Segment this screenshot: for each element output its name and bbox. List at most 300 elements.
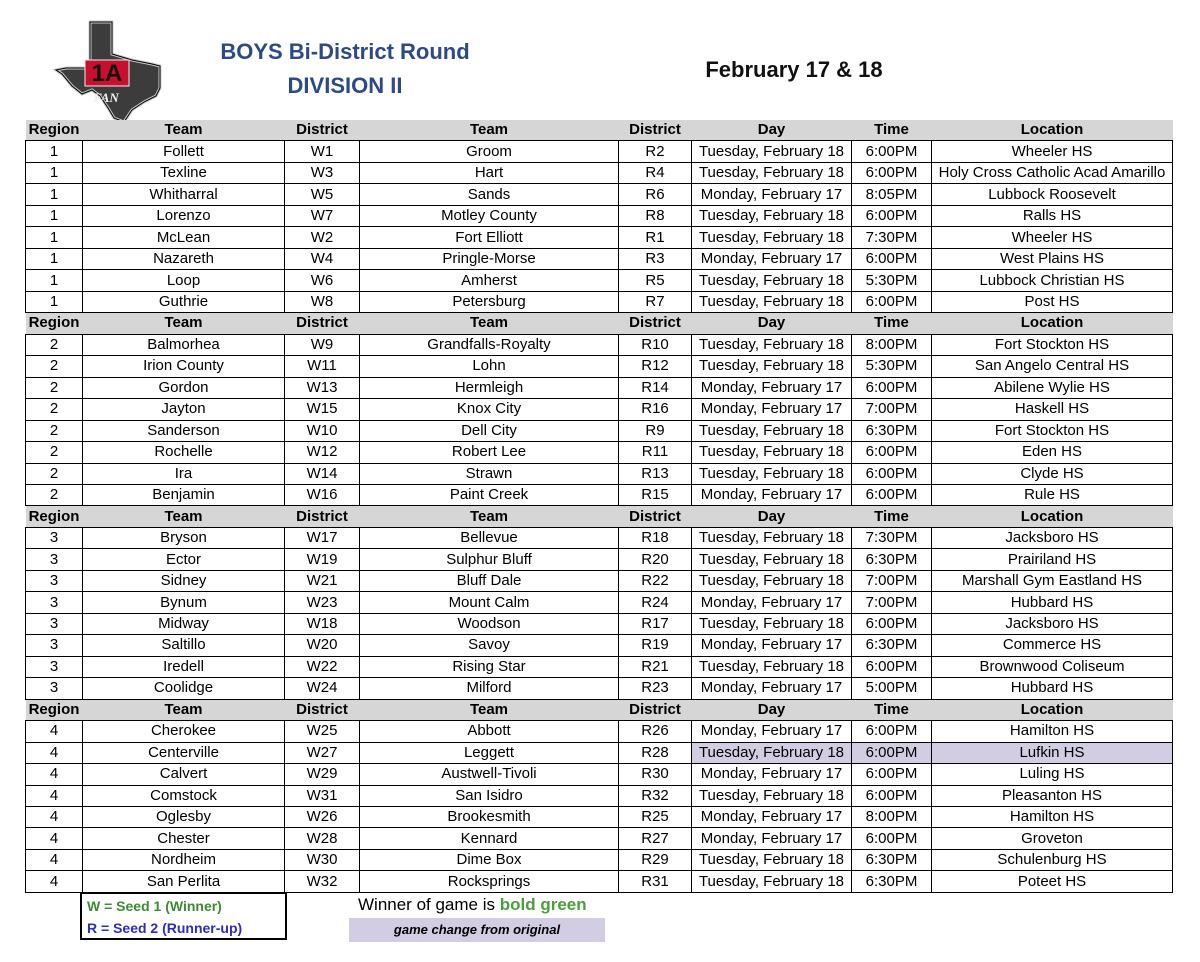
cell-district-a: W28 — [285, 828, 360, 849]
cell-region: 3 — [26, 549, 83, 570]
cell-location: Prairiland HS — [932, 549, 1173, 570]
cell-team-a: McLean — [83, 227, 285, 248]
column-header-district-a: District — [285, 699, 360, 720]
cell-region: 1 — [26, 205, 83, 226]
cell-team-a: Guthrie — [83, 291, 285, 312]
region-header-row — [26, 699, 1173, 720]
logo-sub-text: FAN — [93, 90, 119, 105]
cell-district-a: W2 — [285, 227, 360, 248]
cell-location: Groveton — [932, 828, 1173, 849]
cell-district-b: R11 — [619, 442, 692, 463]
column-header-location: Location — [932, 506, 1173, 527]
column-header-team-b: Team — [360, 313, 619, 334]
column-header-day: Day — [692, 313, 852, 334]
table-row — [26, 291, 1173, 312]
column-header-time: Time — [852, 506, 932, 527]
cell-district-b: R4 — [619, 162, 692, 183]
cell-district-b: R1 — [619, 227, 692, 248]
cell-district-a: W15 — [285, 399, 360, 420]
column-header-team-a: Team — [83, 120, 285, 141]
cell-district-a: W7 — [285, 205, 360, 226]
column-header-day: Day — [692, 699, 852, 720]
seed-legend — [80, 892, 287, 940]
cell-team-b: Petersburg — [360, 291, 619, 312]
column-header-time: Time — [852, 120, 932, 141]
cell-day: Monday, February 17 — [692, 721, 852, 742]
cell-team-b: Kennard — [360, 828, 619, 849]
cell-region: 3 — [26, 635, 83, 656]
cell-district-a: W17 — [285, 527, 360, 548]
cell-time: 7:30PM — [852, 527, 932, 548]
cell-team-b: Rising Star — [360, 656, 619, 677]
cell-time: 7:00PM — [852, 592, 932, 613]
winner-note-emphasis: bold green — [499, 895, 587, 914]
cell-time: 6:00PM — [852, 248, 932, 269]
cell-region: 1 — [26, 141, 83, 162]
cell-district-b: R9 — [619, 420, 692, 441]
cell-time: 6:00PM — [852, 291, 932, 312]
cell-time: 6:00PM — [852, 828, 932, 849]
cell-district-b: R18 — [619, 527, 692, 548]
cell-district-b: R7 — [619, 291, 692, 312]
cell-location: Pleasanton HS — [932, 785, 1173, 806]
cell-district-a: W27 — [285, 742, 360, 763]
cell-district-b: R25 — [619, 807, 692, 828]
column-header-district-b: District — [619, 699, 692, 720]
cell-location: Ralls HS — [932, 205, 1173, 226]
cell-day: Monday, February 17 — [692, 377, 852, 398]
cell-district-a: W29 — [285, 764, 360, 785]
cell-district-a: W12 — [285, 442, 360, 463]
cell-time: 8:00PM — [852, 807, 932, 828]
table-row — [26, 377, 1173, 398]
cell-day: Tuesday, February 18 — [692, 162, 852, 183]
table-row — [26, 484, 1173, 505]
cell-district-a: W23 — [285, 592, 360, 613]
game-change-note: game change from original — [349, 918, 605, 942]
cell-location: West Plains HS — [932, 248, 1173, 269]
region-header-row — [26, 120, 1173, 141]
cell-team-b: San Isidro — [360, 785, 619, 806]
cell-district-b: R13 — [619, 463, 692, 484]
cell-team-b: Rocksprings — [360, 871, 619, 892]
cell-day: Tuesday, February 18 — [692, 205, 852, 226]
cell-district-b: R32 — [619, 785, 692, 806]
table-row — [26, 248, 1173, 269]
cell-team-a: Lorenzo — [83, 205, 285, 226]
cell-location: Hubbard HS — [932, 678, 1173, 699]
cell-district-a: W32 — [285, 871, 360, 892]
cell-team-a: Sanderson — [83, 420, 285, 441]
cell-district-b: R21 — [619, 656, 692, 677]
cell-time: 6:00PM — [852, 463, 932, 484]
table-row — [26, 227, 1173, 248]
cell-team-a: Irion County — [83, 356, 285, 377]
table-row — [26, 785, 1173, 806]
cell-time: 6:00PM — [852, 205, 932, 226]
column-header-team-b: Team — [360, 699, 619, 720]
table-row — [26, 205, 1173, 226]
cell-team-b: Dime Box — [360, 849, 619, 870]
page-title: BOYS Bi-District Round — [220, 39, 470, 64]
cell-team-a: Coolidge — [83, 678, 285, 699]
cell-region: 3 — [26, 678, 83, 699]
cell-time: 5:30PM — [852, 270, 932, 291]
cell-time: 6:00PM — [852, 785, 932, 806]
column-header-team-a: Team — [83, 313, 285, 334]
logo-main-text: 1A — [91, 60, 123, 87]
table-row — [26, 399, 1173, 420]
cell-team-b: Paint Creek — [360, 484, 619, 505]
column-header-team-a: Team — [83, 506, 285, 527]
table-row — [26, 270, 1173, 291]
cell-day: Monday, February 17 — [692, 484, 852, 505]
cell-day: Tuesday, February 18 — [692, 549, 852, 570]
cell-district-a: W30 — [285, 849, 360, 870]
column-header-district-b: District — [619, 313, 692, 334]
cell-district-b: R6 — [619, 184, 692, 205]
column-header-location: Location — [932, 313, 1173, 334]
cell-district-b: R23 — [619, 678, 692, 699]
cell-team-b: Savoy — [360, 635, 619, 656]
cell-time: 6:00PM — [852, 377, 932, 398]
cell-team-b: Pringle-Morse — [360, 248, 619, 269]
table-row — [26, 592, 1173, 613]
cell-team-b: Hermleigh — [360, 377, 619, 398]
cell-team-b: Mount Calm — [360, 592, 619, 613]
cell-day: Tuesday, February 18 — [692, 141, 852, 162]
cell-district-b: R26 — [619, 721, 692, 742]
table-row — [26, 184, 1173, 205]
cell-team-b: Austwell-Tivoli — [360, 764, 619, 785]
cell-region: 4 — [26, 807, 83, 828]
cell-district-b: R20 — [619, 549, 692, 570]
cell-district-b: R2 — [619, 141, 692, 162]
cell-team-a: Midway — [83, 613, 285, 634]
cell-region: 2 — [26, 484, 83, 505]
cell-team-b: Amherst — [360, 270, 619, 291]
cell-time: 6:00PM — [852, 442, 932, 463]
cell-district-b: R19 — [619, 635, 692, 656]
column-header-district-b: District — [619, 120, 692, 141]
cell-region: 2 — [26, 356, 83, 377]
cell-team-a: Gordon — [83, 377, 285, 398]
cell-day: Monday, February 17 — [692, 678, 852, 699]
winner-note — [358, 895, 587, 915]
cell-region: 4 — [26, 764, 83, 785]
cell-region: 3 — [26, 592, 83, 613]
cell-day: Monday, February 17 — [692, 592, 852, 613]
cell-team-b: Robert Lee — [360, 442, 619, 463]
cell-team-b: Dell City — [360, 420, 619, 441]
table-row — [26, 721, 1173, 742]
table-row — [26, 828, 1173, 849]
cell-time: 6:00PM — [852, 721, 932, 742]
cell-day: Monday, February 17 — [692, 248, 852, 269]
cell-time: 6:30PM — [852, 549, 932, 570]
cell-team-b: Leggett — [360, 742, 619, 763]
column-header-district-a: District — [285, 120, 360, 141]
table-row — [26, 356, 1173, 377]
table-row — [26, 678, 1173, 699]
cell-team-b: Hart — [360, 162, 619, 183]
cell-location: Hamilton HS — [932, 807, 1173, 828]
cell-day: Tuesday, February 18 — [692, 742, 852, 763]
cell-team-b: Motley County — [360, 205, 619, 226]
cell-district-a: W31 — [285, 785, 360, 806]
cell-district-a: W9 — [285, 334, 360, 355]
cell-team-a: Sidney — [83, 570, 285, 591]
cell-region: 3 — [26, 613, 83, 634]
cell-region: 1 — [26, 291, 83, 312]
cell-location: Lubbock Christian HS — [932, 270, 1173, 291]
cell-day: Tuesday, February 18 — [692, 613, 852, 634]
cell-district-a: W24 — [285, 678, 360, 699]
cell-team-b: Fort Elliott — [360, 227, 619, 248]
cell-team-b: Milford — [360, 678, 619, 699]
column-header-time: Time — [852, 699, 932, 720]
cell-time: 6:00PM — [852, 613, 932, 634]
cell-location: Luling HS — [932, 764, 1173, 785]
table-row — [26, 334, 1173, 355]
seed2-legend: R = Seed 2 (Runner-up) — [87, 920, 243, 936]
schedule-date: February 17 & 18 — [705, 57, 883, 82]
cell-time: 7:00PM — [852, 570, 932, 591]
cell-location: Abilene Wylie HS — [932, 377, 1173, 398]
page-subtitle: DIVISION II — [287, 73, 403, 98]
cell-time: 6:00PM — [852, 656, 932, 677]
column-header-district-b: District — [619, 506, 692, 527]
cell-district-a: W10 — [285, 420, 360, 441]
cell-district-b: R29 — [619, 849, 692, 870]
cell-day: Tuesday, February 18 — [692, 849, 852, 870]
cell-time: 5:00PM — [852, 678, 932, 699]
cell-day: Tuesday, February 18 — [692, 527, 852, 548]
cell-district-a: W14 — [285, 463, 360, 484]
cell-location: Post HS — [932, 291, 1173, 312]
cell-district-b: R12 — [619, 356, 692, 377]
cell-district-a: W5 — [285, 184, 360, 205]
cell-district-a: W6 — [285, 270, 360, 291]
cell-region: 2 — [26, 377, 83, 398]
cell-team-b: Grandfalls-Royalty — [360, 334, 619, 355]
table-row — [26, 442, 1173, 463]
cell-district-b: R8 — [619, 205, 692, 226]
column-header-team-b: Team — [360, 506, 619, 527]
cell-team-a: Bryson — [83, 527, 285, 548]
cell-district-a: W20 — [285, 635, 360, 656]
cell-location: Lufkin HS — [932, 742, 1173, 763]
cell-team-b: Abbott — [360, 721, 619, 742]
cell-region: 2 — [26, 463, 83, 484]
table-row — [26, 463, 1173, 484]
table-row — [26, 570, 1173, 591]
table-row — [26, 549, 1173, 570]
cell-location: Commerce HS — [932, 635, 1173, 656]
cell-team-b: Groom — [360, 141, 619, 162]
cell-region: 4 — [26, 721, 83, 742]
cell-day: Monday, February 17 — [692, 828, 852, 849]
cell-team-a: Oglesby — [83, 807, 285, 828]
table-row — [26, 656, 1173, 677]
cell-team-a: Calvert — [83, 764, 285, 785]
cell-team-a: Chester — [83, 828, 285, 849]
cell-district-a: W16 — [285, 484, 360, 505]
cell-time: 5:30PM — [852, 356, 932, 377]
cell-district-b: R27 — [619, 828, 692, 849]
column-header-day: Day — [692, 506, 852, 527]
cell-location: Poteet HS — [932, 871, 1173, 892]
cell-team-b: Bluff Dale — [360, 570, 619, 591]
cell-district-b: R17 — [619, 613, 692, 634]
cell-day: Monday, February 17 — [692, 399, 852, 420]
cell-location: Fort Stockton HS — [932, 420, 1173, 441]
cell-district-b: R5 — [619, 270, 692, 291]
table-row — [26, 527, 1173, 548]
cell-day: Monday, February 17 — [692, 807, 852, 828]
cell-team-b: Brookesmith — [360, 807, 619, 828]
cell-location: Hubbard HS — [932, 592, 1173, 613]
column-header-region: Region — [26, 506, 83, 527]
cell-team-b: Woodson — [360, 613, 619, 634]
cell-location: Haskell HS — [932, 399, 1173, 420]
cell-region: 1 — [26, 184, 83, 205]
cell-district-b: R22 — [619, 570, 692, 591]
column-header-day: Day — [692, 120, 852, 141]
cell-day: Monday, February 17 — [692, 635, 852, 656]
cell-district-b: R3 — [619, 248, 692, 269]
texas-1a-fan-logo — [52, 18, 164, 126]
cell-location: Eden HS — [932, 442, 1173, 463]
cell-day: Monday, February 17 — [692, 764, 852, 785]
cell-region: 4 — [26, 742, 83, 763]
table-row — [26, 742, 1173, 763]
cell-time: 6:00PM — [852, 141, 932, 162]
cell-district-b: R30 — [619, 764, 692, 785]
cell-day: Tuesday, February 18 — [692, 463, 852, 484]
table-row — [26, 807, 1173, 828]
cell-team-a: Follett — [83, 141, 285, 162]
cell-time: 8:05PM — [852, 184, 932, 205]
cell-district-b: R24 — [619, 592, 692, 613]
cell-team-a: Iredell — [83, 656, 285, 677]
region-header-row — [26, 313, 1173, 334]
cell-location: Marshall Gym Eastland HS — [932, 570, 1173, 591]
cell-time: 6:30PM — [852, 420, 932, 441]
cell-region: 4 — [26, 828, 83, 849]
cell-team-a: Jayton — [83, 399, 285, 420]
cell-district-b: R16 — [619, 399, 692, 420]
cell-district-a: W1 — [285, 141, 360, 162]
cell-day: Tuesday, February 18 — [692, 442, 852, 463]
cell-team-a: Texline — [83, 162, 285, 183]
cell-team-b: Bellevue — [360, 527, 619, 548]
cell-region: 1 — [26, 270, 83, 291]
table-row — [26, 162, 1173, 183]
cell-region: 3 — [26, 656, 83, 677]
cell-day: Tuesday, February 18 — [692, 785, 852, 806]
cell-time: 6:00PM — [852, 764, 932, 785]
cell-location: San Angelo Central HS — [932, 356, 1173, 377]
cell-district-a: W26 — [285, 807, 360, 828]
cell-location: Holy Cross Catholic Acad Amarillo — [932, 162, 1173, 183]
cell-region: 1 — [26, 227, 83, 248]
cell-district-a: W3 — [285, 162, 360, 183]
cell-location: Lubbock Roosevelt — [932, 184, 1173, 205]
cell-time: 6:30PM — [852, 849, 932, 870]
cell-team-a: Rochelle — [83, 442, 285, 463]
cell-location: Fort Stockton HS — [932, 334, 1173, 355]
table-row — [26, 764, 1173, 785]
cell-region: 3 — [26, 570, 83, 591]
cell-region: 3 — [26, 527, 83, 548]
cell-district-b: R15 — [619, 484, 692, 505]
cell-day: Tuesday, February 18 — [692, 334, 852, 355]
cell-district-a: W11 — [285, 356, 360, 377]
winner-note-text: Winner of game is — [358, 895, 500, 914]
column-header-district-a: District — [285, 506, 360, 527]
cell-team-a: Ector — [83, 549, 285, 570]
cell-time: 7:30PM — [852, 227, 932, 248]
column-header-location: Location — [932, 120, 1173, 141]
cell-time: 7:00PM — [852, 399, 932, 420]
cell-team-b: Sands — [360, 184, 619, 205]
region-header-row — [26, 506, 1173, 527]
cell-location: Schulenburg HS — [932, 849, 1173, 870]
cell-team-a: Cherokee — [83, 721, 285, 742]
cell-region: 4 — [26, 785, 83, 806]
cell-location: Jacksboro HS — [932, 613, 1173, 634]
cell-region: 4 — [26, 849, 83, 870]
table-row — [26, 635, 1173, 656]
cell-district-a: W4 — [285, 248, 360, 269]
cell-district-a: W22 — [285, 656, 360, 677]
cell-location: Rule HS — [932, 484, 1173, 505]
cell-day: Tuesday, February 18 — [692, 570, 852, 591]
cell-location: Hamilton HS — [932, 721, 1173, 742]
cell-team-a: Whitharral — [83, 184, 285, 205]
cell-day: Tuesday, February 18 — [692, 656, 852, 677]
cell-region: 2 — [26, 334, 83, 355]
cell-district-b: R10 — [619, 334, 692, 355]
cell-team-a: Benjamin — [83, 484, 285, 505]
column-header-district-a: District — [285, 313, 360, 334]
schedule-table-container — [25, 120, 1172, 893]
table-row — [26, 871, 1173, 892]
schedule-table — [25, 120, 1173, 893]
cell-time: 8:00PM — [852, 334, 932, 355]
cell-location: Wheeler HS — [932, 141, 1173, 162]
cell-day: Tuesday, February 18 — [692, 227, 852, 248]
cell-time: 6:00PM — [852, 162, 932, 183]
table-row — [26, 849, 1173, 870]
cell-team-a: Ira — [83, 463, 285, 484]
cell-district-a: W13 — [285, 377, 360, 398]
cell-location: Jacksboro HS — [932, 527, 1173, 548]
cell-day: Tuesday, February 18 — [692, 420, 852, 441]
cell-team-a: Nordheim — [83, 849, 285, 870]
cell-day: Tuesday, February 18 — [692, 291, 852, 312]
table-row — [26, 613, 1173, 634]
cell-day: Tuesday, February 18 — [692, 356, 852, 377]
seed1-legend: W = Seed 1 (Winner) — [87, 898, 222, 914]
cell-team-b: Lohn — [360, 356, 619, 377]
cell-region: 4 — [26, 871, 83, 892]
cell-team-a: San Perlita — [83, 871, 285, 892]
column-header-team-b: Team — [360, 120, 619, 141]
cell-district-b: R28 — [619, 742, 692, 763]
column-header-region: Region — [26, 120, 83, 141]
